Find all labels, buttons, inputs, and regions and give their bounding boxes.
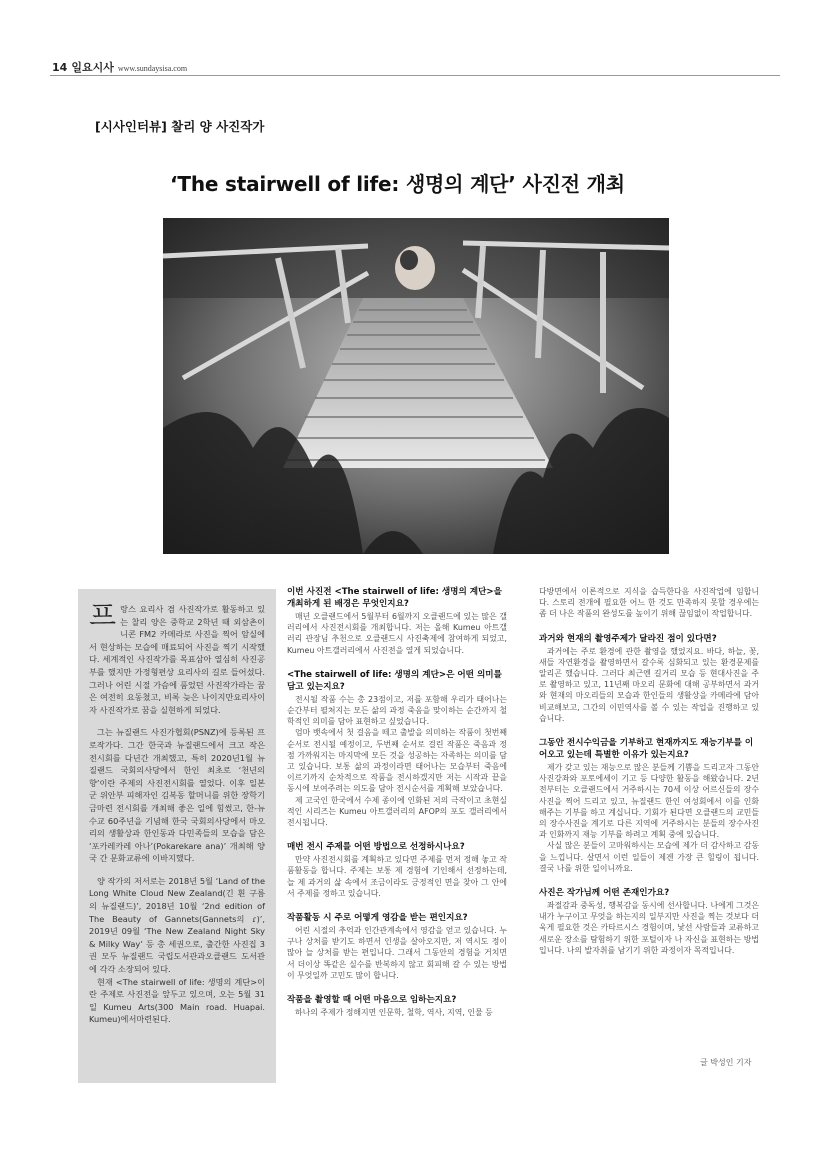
- answer-6: 과거에는 주로 환경에 관한 촬영을 했었지요. 바다, 하늘, 꽃, 새들 자연환경을 촬영하면서 갈수록 심화되고 있는 환경문제를 알리곤 했습니다. 그러다 최근엔 길거리 모습 등 현대사진을 주로 촬영하고 있고, 11년째 마오리 문화에 대해 공부하면서 과거와 현재의 마오리들의 모습과 한인들의 생활상을 카메라에 담아 비교해보고, 그간의 이민역사를 볼 수 있는 작업을 진행하고 있습니다.: [539, 646, 759, 723]
- article-column-1: [287, 586, 507, 1018]
- answer-7b: 사실 많은 분들이 고마워하시는 모습에 제가 더 감사하고 감동을 느낍니다. 살면서 이런 일들이 제겐 가장 큰 힐링이 됩니다. 결국 나를 위한 일이니까요.: [539, 841, 759, 873]
- headline: ‘The stairwell of life: 생명의 계단’ 사진전 개최: [170, 172, 625, 196]
- answer-8: 좌절감과 중독성, 행복감을 동시에 선사합니다. 나에게 그것은 내가 누구이고 무엇을 하는지의 일부지만 사진을 찍는 것보다 더욱게 필요한 것은 카타르시스 경험이며, 낯선 사람들과 교류하고 새로운 장소를 탐험하기 위한 포털이자 나 자신을 표현하는 방법입니다. 나의 발자취를 남기기 위한 과정이자 목적입니다.: [539, 901, 759, 955]
- question-6: 과거와 현재의 촬영주제가 달라진 점이 있다면?: [539, 633, 717, 644]
- byline: 글 박성인 기자: [700, 1058, 752, 1067]
- page-header: [52, 59, 187, 73]
- article-column-2: [539, 586, 759, 956]
- sidebar-p1: 랑스 요리사 겸 사진작가로 활동하고 있는 찰리 양은 중학교 2학년 때 외삼촌이 니콘 FM2 카메라로 사진을 찍어 암실에서 현상하는 모습에 매료되어 사진을 찍기 시작했다. 세계적인 사진작가를 목표삼아 열심히 사진공부를 했지만 가정형편상 요리사의 길로 들어섰다. 그러나 어린 시절 가슴에 품었던 사진작가라는 꿈은 여전히 요동쳤고, 비록 늦은 나이지만요리사이자 사진작가로 꿈을 실현하게 되었다.: [89, 604, 265, 715]
- question-5: 작품을 촬영할 때 어떤 마음으로 임하는지요?: [287, 995, 457, 1006]
- dropcap: 프: [89, 599, 117, 632]
- header-rule: [50, 75, 780, 76]
- masthead: 일요시사: [71, 61, 114, 74]
- answer-7: 제가 갖고 있는 재능으로 많은 분들께 기쁨을 드리고자 그동안 사진강좌와 포토에세이 기고 등 다양한 활동을 해왔습니다. 2년 전부터는 오클랜드에서 거주하시는 70세 이상 어르신들의 장수 사진을 찍어 드리고 있고, 뉴질랜드 한인 여성회에서 이를 인화해주는 기부를 하고 계십니다. 기회가 된다면 오클랜드의 교민들의 장수사진을 계기로 다른 지역에 거주하시는 분들의 장수사진과 인화까지 재능 기부를 하려고 계획 중에 있습니다.: [539, 763, 759, 840]
- question-2: <The stairwell of life: 생명의 계단>은 어떤 의미를 담고 있는지요?: [287, 669, 502, 692]
- sidebar-profile: [78, 589, 276, 1083]
- sidebar-p3: 양 작가의 저서로는 2018년 5월 ‘Land of the Long White Cloud New Zealand(긴 흰 구름의 뉴질랜드)’, 2018년 10월 ‘2nd edition of The Beauty of Gannets(Gannets의 ɾ)’, 2019년 09월 ‘The New Zealand Night Sky & Milky Way’ 등 총 세권으로, 출간한 사진집 3권 모두 뉴질랜드 국립도서관과오클랜드 도서관에 각각 소장되어 있다.: [89, 875, 265, 975]
- answer-5-cont: 다방면에서 이론적으로 지식을 습득한다음 사진작업에 임합니다. 스토리 전개에 필요한 어느 한 것도 만족하지 못할 경우에는 좀 더 나은 작품의 완성도를 높이기 위해 끊임없이 작업합니다.: [539, 587, 759, 619]
- stairwell-photo-icon: [163, 218, 669, 554]
- answer-1: 매년 오클랜드에서 5월부터 6월까지 오클랜드에 있는 많은 갤러리에서 사진전시회를 개최합니다. 저는 올해 Kumeu 아트갤러리 관장님 추천으로 오클랜드시 사진축제에 참여하게 되었고, Kumeu 아트갤러리에서 사진전을 열게 되었습니다.: [287, 612, 507, 655]
- page-number: 14: [52, 61, 68, 74]
- question-7: 그동안 전시수익금을 기부하고 현재까지도 재능기부를 이어오고 있는데 특별한 이유가 있는지요?: [539, 738, 754, 761]
- answer-2b: 엄마 뱃속에서 첫 걸음을 떼고 출발을 의미하는 작품이 첫번째 순서로 전시될 예정이고, 두번째 순서로 걸린 작품은 죽음과 정점 가까워지는 마지막에 모든 것을 성공하는 자족하는 의미를 담고 있습니다. 보통 삶의 과정이라면 태어나는 모습부터 죽음에 이르기까지 순차적으로 작품을 전시하겠지만 저는 시작과 끝을 동시에 보여주려는 의도를 담아 전시순서를 계획해 보았습니다.: [287, 728, 507, 794]
- sidebar-p4: 현재 <The stairwell of life: 생명의 계단>이란 주제로 사진전을 앞두고 있으며, 오는 5월 31일 Kumeu Arts(300 Main road. Huapai. Kumeu)에서마련된다.: [89, 976, 265, 1025]
- question-4: 작품활동 시 주로 어떻게 영감을 받는 편인지요?: [287, 913, 468, 924]
- answer-3: 만약 사진전시회를 계획하고 있다면 주제를 먼저 정해 놓고 작품활동을 합니다. 주제는 보통 제 경험에 기인해서 선정하는데, 늘 제 과거의 삶 속에서 조금이라도 긍정적인 면을 찾아 그 안에서 주제를 정하고 있습니다.: [287, 855, 507, 898]
- sidebar-paragraph: [89, 599, 265, 716]
- question-8: 사진은 작가님께 어떤 존재인가요?: [539, 888, 670, 899]
- sidebar-p2: 그는 뉴질랜드 사진가협회(PSNZ)에 등록된 프로작가다. 그간 한국과 뉴질랜드에서 크고 작은 전시회를 다년간 개최했고, 특히 2020년1월 뉴질랜드 국회의사당에서 한인 최초로 ‘천년의 향’이란 주제의 사진전시회를 열었다. 이후 일본군 위안부 피해자인 김복동 할머니를 위한 장학기금마련 전시회를 개최해 좋은 일에 힘썼고, 한-뉴 수교 60주년을 기념해 한국 국회의사당에서 마오리의 생활상과 한인동과 다민족들의 모습을 담은 ‘포카레카레 아나’(Pokarekare ana)’ 개최해 양국 간 문화교류에 이바지했다.: [89, 727, 265, 864]
- answer-5: 하나의 주제가 정해지면 인문학, 철학, 역사, 지역, 인물 등: [295, 1008, 493, 1018]
- question-3: 매번 전시 주제를 어떤 방법으로 선정하시나요?: [287, 842, 465, 853]
- site-url: www.sundaysisa.com: [117, 64, 188, 73]
- kicker: [시사인터뷰] 찰리 양 사진작가: [95, 119, 265, 134]
- answer-4: 어린 시절의 추억과 인간관계속에서 영감을 얻고 있습니다. 누구나 상처를 받기도 하면서 인생을 살아오지만, 저 역시도 정이 많아 늘 상처를 받는 편입니다. 그래서 그동안의 경험을 거치면서 더이상 똑같은 실수를 반복하지 않고 회피해 갈 수 있는 방법이 무엇일까 고민도 많이 합니다.: [287, 926, 507, 980]
- answer-2c: 제 고국인 한국에서 수제 종이에 인화된 저의 극작이고 초현실적인 시리즈는 Kumeu 아트갤러리의 AFOP의 포도 갤러리에서 전시됩니다.: [287, 795, 507, 828]
- question-1: 이번 사진전 <The stairwell of life: 생명의 계단>을 개최하게 된 배경은 무엇인지요?: [287, 587, 502, 609]
- answer-2: 전시될 작품 수는 총 23점이고, 저를 포함해 우리가 태어나는 순간부터 펼쳐지는 모든 삶의 과정 죽음을 맞이하는 순간까지 철학적인 의미를 담아 표현하고 싶었습니다.: [287, 694, 507, 727]
